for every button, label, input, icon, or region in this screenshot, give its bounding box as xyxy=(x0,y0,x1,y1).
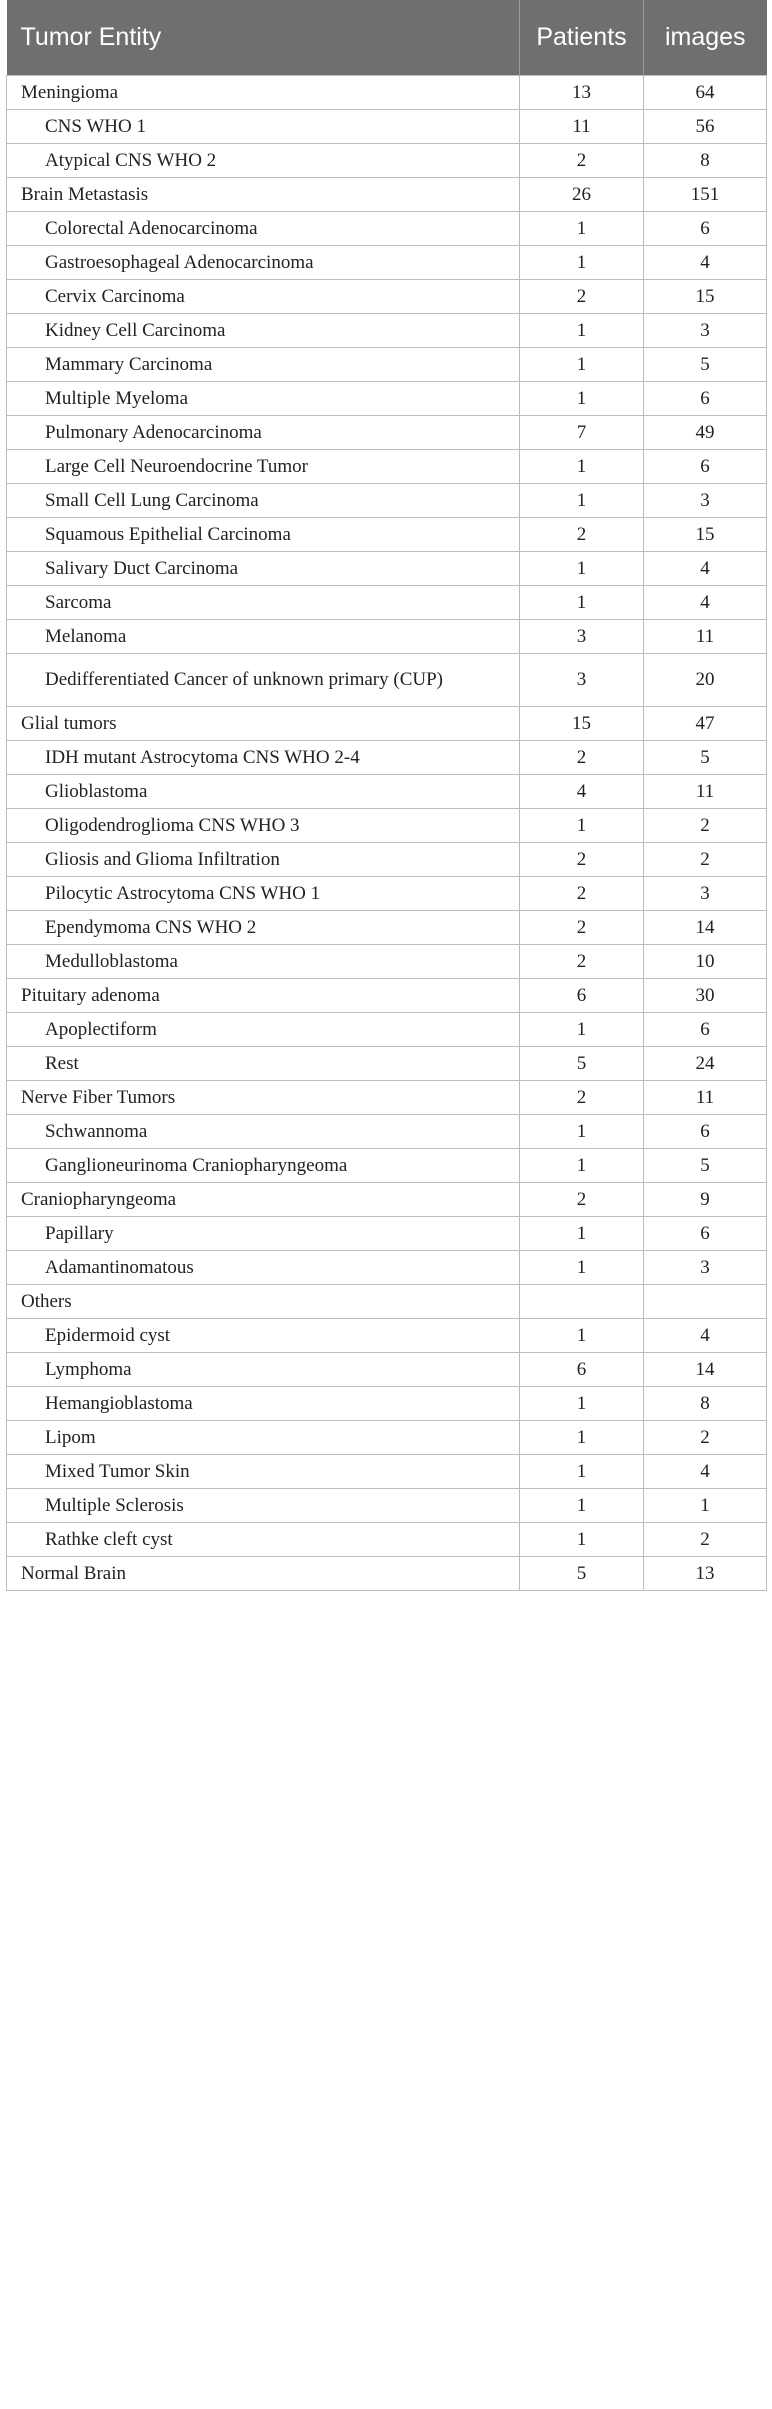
tumor-entity-table xyxy=(6,0,767,1591)
table-row xyxy=(7,1183,767,1217)
table-row xyxy=(7,877,767,911)
images-cell: 6 xyxy=(644,382,767,416)
subentity-cell: Medulloblastoma xyxy=(7,945,520,979)
table-row xyxy=(7,1557,767,1591)
table-row xyxy=(7,1013,767,1047)
patients-cell: 2 xyxy=(520,945,644,979)
table-row xyxy=(7,741,767,775)
table-row xyxy=(7,110,767,144)
table-row xyxy=(7,144,767,178)
table-row xyxy=(7,707,767,741)
images-cell: 4 xyxy=(644,586,767,620)
table-row xyxy=(7,775,767,809)
patients-cell: 13 xyxy=(520,76,644,110)
subentity-cell: Colorectal Adenocarcinoma xyxy=(7,212,520,246)
patients-cell: 6 xyxy=(520,1353,644,1387)
subentity-cell: Kidney Cell Carcinoma xyxy=(7,314,520,348)
images-cell: 3 xyxy=(644,314,767,348)
patients-cell: 26 xyxy=(520,178,644,212)
table-row xyxy=(7,552,767,586)
patients-cell: 1 xyxy=(520,484,644,518)
images-cell: 2 xyxy=(644,1421,767,1455)
subentity-cell: Schwannoma xyxy=(7,1115,520,1149)
table-row xyxy=(7,1455,767,1489)
entity-cell: Brain Metastasis xyxy=(7,178,520,212)
images-cell: 1 xyxy=(644,1489,767,1523)
table-row xyxy=(7,843,767,877)
images-cell: 4 xyxy=(644,1455,767,1489)
patients-cell: 1 xyxy=(520,1387,644,1421)
images-cell: 3 xyxy=(644,1251,767,1285)
table-row xyxy=(7,1489,767,1523)
images-cell: 13 xyxy=(644,1557,767,1591)
patients-cell: 2 xyxy=(520,1183,644,1217)
images-cell: 9 xyxy=(644,1183,767,1217)
patients-cell: 1 xyxy=(520,1523,644,1557)
table-row xyxy=(7,1285,767,1319)
subentity-cell: Mixed Tumor Skin xyxy=(7,1455,520,1489)
subentity-cell: Gliosis and Glioma Infiltration xyxy=(7,843,520,877)
images-cell: 4 xyxy=(644,1319,767,1353)
patients-cell: 1 xyxy=(520,552,644,586)
patients-cell: 1 xyxy=(520,809,644,843)
images-cell: 56 xyxy=(644,110,767,144)
images-cell: 6 xyxy=(644,212,767,246)
patients-cell: 5 xyxy=(520,1047,644,1081)
subentity-cell: Atypical CNS WHO 2 xyxy=(7,144,520,178)
table-row xyxy=(7,911,767,945)
patients-cell: 15 xyxy=(520,707,644,741)
table-row xyxy=(7,586,767,620)
subentity-cell: IDH mutant Astrocytoma CNS WHO 2-4 xyxy=(7,741,520,775)
images-cell: 6 xyxy=(644,1013,767,1047)
entity-cell: Others xyxy=(7,1285,520,1319)
subentity-cell: Sarcoma xyxy=(7,586,520,620)
patients-cell xyxy=(520,1285,644,1319)
images-cell: 20 xyxy=(644,654,767,707)
images-cell: 10 xyxy=(644,945,767,979)
patients-cell: 7 xyxy=(520,416,644,450)
table-row xyxy=(7,1421,767,1455)
entity-cell: Craniopharyngeoma xyxy=(7,1183,520,1217)
table-row xyxy=(7,945,767,979)
table-row xyxy=(7,348,767,382)
subentity-cell: Multiple Sclerosis xyxy=(7,1489,520,1523)
subentity-cell: Apoplectiform xyxy=(7,1013,520,1047)
images-cell: 4 xyxy=(644,246,767,280)
subentity-cell: Squamous Epithelial Carcinoma xyxy=(7,518,520,552)
table-row xyxy=(7,382,767,416)
table-body xyxy=(7,76,767,1591)
entity-cell: Pituitary adenoma xyxy=(7,979,520,1013)
images-cell: 64 xyxy=(644,76,767,110)
table-row xyxy=(7,1115,767,1149)
table-row xyxy=(7,1149,767,1183)
patients-cell: 2 xyxy=(520,741,644,775)
images-cell: 11 xyxy=(644,1081,767,1115)
header-tumor-entity: Tumor Entity xyxy=(7,0,520,76)
subentity-cell: Small Cell Lung Carcinoma xyxy=(7,484,520,518)
subentity-cell: Ependymoma CNS WHO 2 xyxy=(7,911,520,945)
images-cell: 3 xyxy=(644,484,767,518)
subentity-cell: Multiple Myeloma xyxy=(7,382,520,416)
subentity-cell: Lymphoma xyxy=(7,1353,520,1387)
patients-cell: 1 xyxy=(520,1115,644,1149)
subentity-cell: Hemangioblastoma xyxy=(7,1387,520,1421)
subentity-cell: Salivary Duct Carcinoma xyxy=(7,552,520,586)
subentity-cell: Oligodendroglioma CNS WHO 3 xyxy=(7,809,520,843)
patients-cell: 1 xyxy=(520,1421,644,1455)
patients-cell: 2 xyxy=(520,280,644,314)
patients-cell: 2 xyxy=(520,843,644,877)
images-cell: 2 xyxy=(644,843,767,877)
patients-cell: 1 xyxy=(520,1319,644,1353)
table-row xyxy=(7,212,767,246)
table-row xyxy=(7,450,767,484)
entity-cell: Meningioma xyxy=(7,76,520,110)
subentity-cell: Papillary xyxy=(7,1217,520,1251)
subentity-cell: Ganglioneurinoma Craniopharyngeoma xyxy=(7,1149,520,1183)
subentity-cell: CNS WHO 1 xyxy=(7,110,520,144)
patients-cell: 2 xyxy=(520,911,644,945)
images-cell: 6 xyxy=(644,1217,767,1251)
images-cell xyxy=(644,1285,767,1319)
patients-cell: 3 xyxy=(520,620,644,654)
images-cell: 49 xyxy=(644,416,767,450)
patients-cell: 1 xyxy=(520,314,644,348)
images-cell: 5 xyxy=(644,1149,767,1183)
subentity-cell: Dedifferentiated Cancer of unknown primary (CUP) xyxy=(7,654,520,707)
patients-cell: 1 xyxy=(520,1455,644,1489)
images-cell: 8 xyxy=(644,144,767,178)
images-cell: 5 xyxy=(644,348,767,382)
subentity-cell: Rathke cleft cyst xyxy=(7,1523,520,1557)
images-cell: 30 xyxy=(644,979,767,1013)
images-cell: 151 xyxy=(644,178,767,212)
images-cell: 3 xyxy=(644,877,767,911)
patients-cell: 1 xyxy=(520,348,644,382)
patients-cell: 1 xyxy=(520,1251,644,1285)
table-row xyxy=(7,1081,767,1115)
subentity-cell: Gastroesophageal Adenocarcinoma xyxy=(7,246,520,280)
table-row xyxy=(7,1047,767,1081)
subentity-cell: Cervix Carcinoma xyxy=(7,280,520,314)
entity-cell: Normal Brain xyxy=(7,1557,520,1591)
patients-cell: 1 xyxy=(520,586,644,620)
subentity-cell: Pilocytic Astrocytoma CNS WHO 1 xyxy=(7,877,520,911)
table-row xyxy=(7,809,767,843)
entity-cell: Glial tumors xyxy=(7,707,520,741)
subentity-cell: Large Cell Neuroendocrine Tumor xyxy=(7,450,520,484)
images-cell: 5 xyxy=(644,741,767,775)
table-header xyxy=(7,0,767,76)
table-row xyxy=(7,416,767,450)
patients-cell: 1 xyxy=(520,246,644,280)
patients-cell: 2 xyxy=(520,518,644,552)
images-cell: 11 xyxy=(644,775,767,809)
images-cell: 15 xyxy=(644,518,767,552)
images-cell: 11 xyxy=(644,620,767,654)
table-row xyxy=(7,518,767,552)
subentity-cell: Adamantinomatous xyxy=(7,1251,520,1285)
header-images: images xyxy=(644,0,767,76)
images-cell: 14 xyxy=(644,1353,767,1387)
table-row xyxy=(7,979,767,1013)
table-row xyxy=(7,1353,767,1387)
images-cell: 4 xyxy=(644,552,767,586)
images-cell: 8 xyxy=(644,1387,767,1421)
images-cell: 47 xyxy=(644,707,767,741)
patients-cell: 1 xyxy=(520,1013,644,1047)
patients-cell: 3 xyxy=(520,654,644,707)
patients-cell: 1 xyxy=(520,1489,644,1523)
images-cell: 6 xyxy=(644,450,767,484)
patients-cell: 6 xyxy=(520,979,644,1013)
table-row xyxy=(7,1523,767,1557)
patients-cell: 4 xyxy=(520,775,644,809)
table-row xyxy=(7,484,767,518)
subentity-cell: Mammary Carcinoma xyxy=(7,348,520,382)
subentity-cell: Melanoma xyxy=(7,620,520,654)
patients-cell: 2 xyxy=(520,144,644,178)
patients-cell: 5 xyxy=(520,1557,644,1591)
subentity-cell: Glioblastoma xyxy=(7,775,520,809)
patients-cell: 2 xyxy=(520,1081,644,1115)
subentity-cell: Lipom xyxy=(7,1421,520,1455)
table-row xyxy=(7,246,767,280)
table-row xyxy=(7,1319,767,1353)
table-row xyxy=(7,314,767,348)
patients-cell: 1 xyxy=(520,450,644,484)
table-row xyxy=(7,1251,767,1285)
patients-cell: 1 xyxy=(520,1217,644,1251)
table-row xyxy=(7,280,767,314)
table-row xyxy=(7,1217,767,1251)
images-cell: 24 xyxy=(644,1047,767,1081)
header-patients: Patients xyxy=(520,0,644,76)
entity-cell: Nerve Fiber Tumors xyxy=(7,1081,520,1115)
patients-cell: 1 xyxy=(520,1149,644,1183)
patients-cell: 2 xyxy=(520,877,644,911)
table-row xyxy=(7,620,767,654)
subentity-cell: Rest xyxy=(7,1047,520,1081)
patients-cell: 1 xyxy=(520,212,644,246)
header-row xyxy=(7,0,767,76)
subentity-cell: Epidermoid cyst xyxy=(7,1319,520,1353)
table-row xyxy=(7,76,767,110)
table-row xyxy=(7,654,767,707)
patients-cell: 11 xyxy=(520,110,644,144)
images-cell: 2 xyxy=(644,809,767,843)
images-cell: 2 xyxy=(644,1523,767,1557)
subentity-cell: Pulmonary Adenocarcinoma xyxy=(7,416,520,450)
table-row xyxy=(7,178,767,212)
images-cell: 6 xyxy=(644,1115,767,1149)
table-row xyxy=(7,1387,767,1421)
images-cell: 14 xyxy=(644,911,767,945)
images-cell: 15 xyxy=(644,280,767,314)
patients-cell: 1 xyxy=(520,382,644,416)
